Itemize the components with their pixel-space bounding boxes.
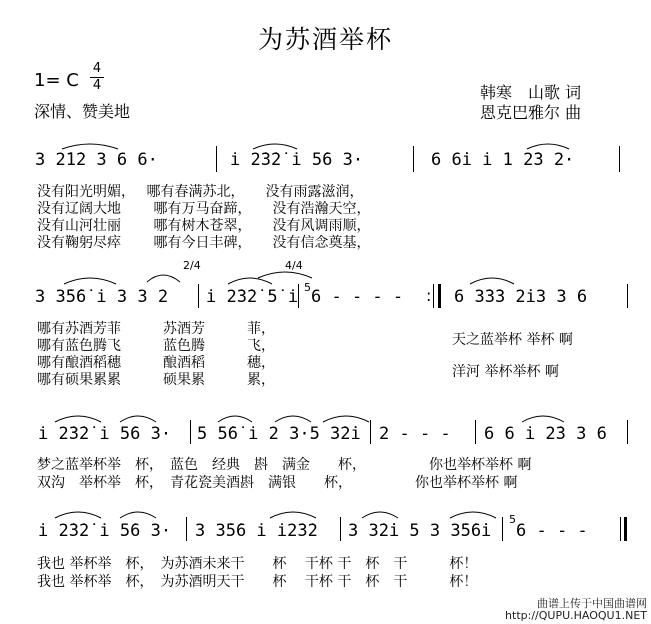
lyric-line: 没有阳光明媚， 哪有春满苏北， 没有雨露滋润，: [37, 184, 364, 200]
lyric-line: 洋河 举杯举杯 啊: [452, 364, 559, 380]
measure: 5 5̇6̇ i̇ 2 3·5 3̇2̇i̇: [197, 424, 361, 444]
composer-credit: 恩克巴雅尔 曲: [480, 103, 582, 122]
bar-line: [190, 420, 191, 444]
meter-bottom: 4: [92, 78, 102, 93]
measure: i̇ 2̇3̇2̇ i̇ 5̇6 3·: [38, 521, 172, 541]
lyric-line: 哪有酿酒稻穗 酿酒稻 穗，: [37, 355, 275, 371]
song-title: 为苏酒举杯: [257, 25, 393, 54]
slur-marks: [0, 135, 651, 155]
measure: i̇ 2̇3̇2̇ 5̇ i̇: [206, 287, 299, 307]
bar-line: [475, 420, 476, 444]
measure: 6 - - -: [516, 521, 588, 541]
bar-line: [627, 284, 628, 308]
measure: i̇ 2̇3̇2̇ i̇ 5̇6 3·: [38, 424, 172, 444]
measure: 6 - - - -: [311, 287, 404, 307]
bar-line: [370, 420, 371, 444]
measure: 3 3̇5̇6 i̇ i̇2̇3̇2: [195, 521, 318, 541]
repeat-sign: :: [426, 286, 432, 305]
bar-line: [627, 420, 628, 444]
slur-marks: [0, 498, 651, 522]
measure: 3 3̇5̇6̇ i̇ 3 3 2: [35, 287, 169, 307]
lyric-line: 没有山河壮丽 哪有树木苍翠， 没有风调雨顺，: [37, 218, 371, 234]
slur-marks: [0, 262, 651, 288]
lyric-line: 天之蓝举杯 举杯 啊: [452, 332, 573, 348]
measure: 3 3̇2̇i̇ 5 3 3̇5̇6̇i̇: [348, 521, 492, 541]
lyric-line: 我也 举杯举 杯， 为苏酒明天干 杯 干杯 干 杯 干 杯！: [37, 574, 478, 590]
bar-line: [502, 517, 503, 541]
lyric-line: 我也 举杯举 杯， 为苏酒未来干 杯 干杯 干 杯 干 杯！: [37, 556, 478, 572]
site-watermark: [505, 598, 647, 622]
measure: 3 2̇1̇2 3 6 6·: [35, 150, 158, 170]
watermark-url: http://QUPU.HAOQU1.NET: [505, 609, 647, 622]
lyricist-credit: 韩寒 山歌 词: [480, 83, 582, 102]
measure: 6 3̇3̇3 2̇i̇3 3 6: [454, 287, 588, 307]
time-change: 4/4: [285, 259, 303, 272]
key-signature: 1= C: [34, 70, 79, 91]
time-change: 2/4: [183, 259, 201, 272]
lyric-line: 没有辽阔大地 哪有万马奋蹄， 没有浩瀚天空，: [37, 201, 371, 217]
grace-note: 5: [509, 513, 516, 526]
bar-line: [620, 517, 621, 541]
lyric-line: 梦之蓝举杯举 杯， 蓝色 经典 斟 满金 杯， 你也举杯举杯 啊: [37, 457, 532, 473]
grace-note: 5: [304, 281, 311, 294]
final-bar: [624, 517, 627, 541]
bar-line: [198, 284, 199, 308]
bar-line: [186, 517, 187, 541]
bar-line: [298, 284, 299, 308]
lyric-line: 哪有蓝色腾飞 蓝色腾 飞，: [37, 338, 275, 354]
watermark-text: 曲谱上传于中国曲谱网: [537, 597, 647, 610]
bar-line: [433, 284, 434, 308]
lyric-line: 哪有苏酒芳菲 苏酒芳 菲，: [37, 321, 275, 337]
repeat-bar: [438, 284, 441, 308]
lyric-line: 哪有硕果累累 硕果累 累，: [37, 372, 275, 388]
measure: i̇ 2̇3̇2̇ i̇ 5̇6 3·: [230, 150, 364, 170]
bar-line: [340, 517, 341, 541]
lyric-line: 没有鞠躬尽瘁 哪有今日丰碑， 没有信念奠基，: [37, 235, 371, 251]
measure: 6 6̇i̇ i̇ 1 2̇3 2·: [431, 150, 575, 170]
expression-mark: 深情、赞美地: [34, 102, 131, 121]
meter-top: 4: [92, 61, 102, 76]
measure: 6 6 i̇ 2̇3 3 6: [484, 424, 607, 444]
slur-marks: [0, 402, 651, 426]
measure: 2 - - -: [379, 424, 451, 444]
time-signature: [90, 62, 104, 93]
lyric-line: 双沟 举杯举 杯， 青花瓷美酒斟 满银 杯， 你也举杯举杯 啊: [37, 475, 518, 491]
